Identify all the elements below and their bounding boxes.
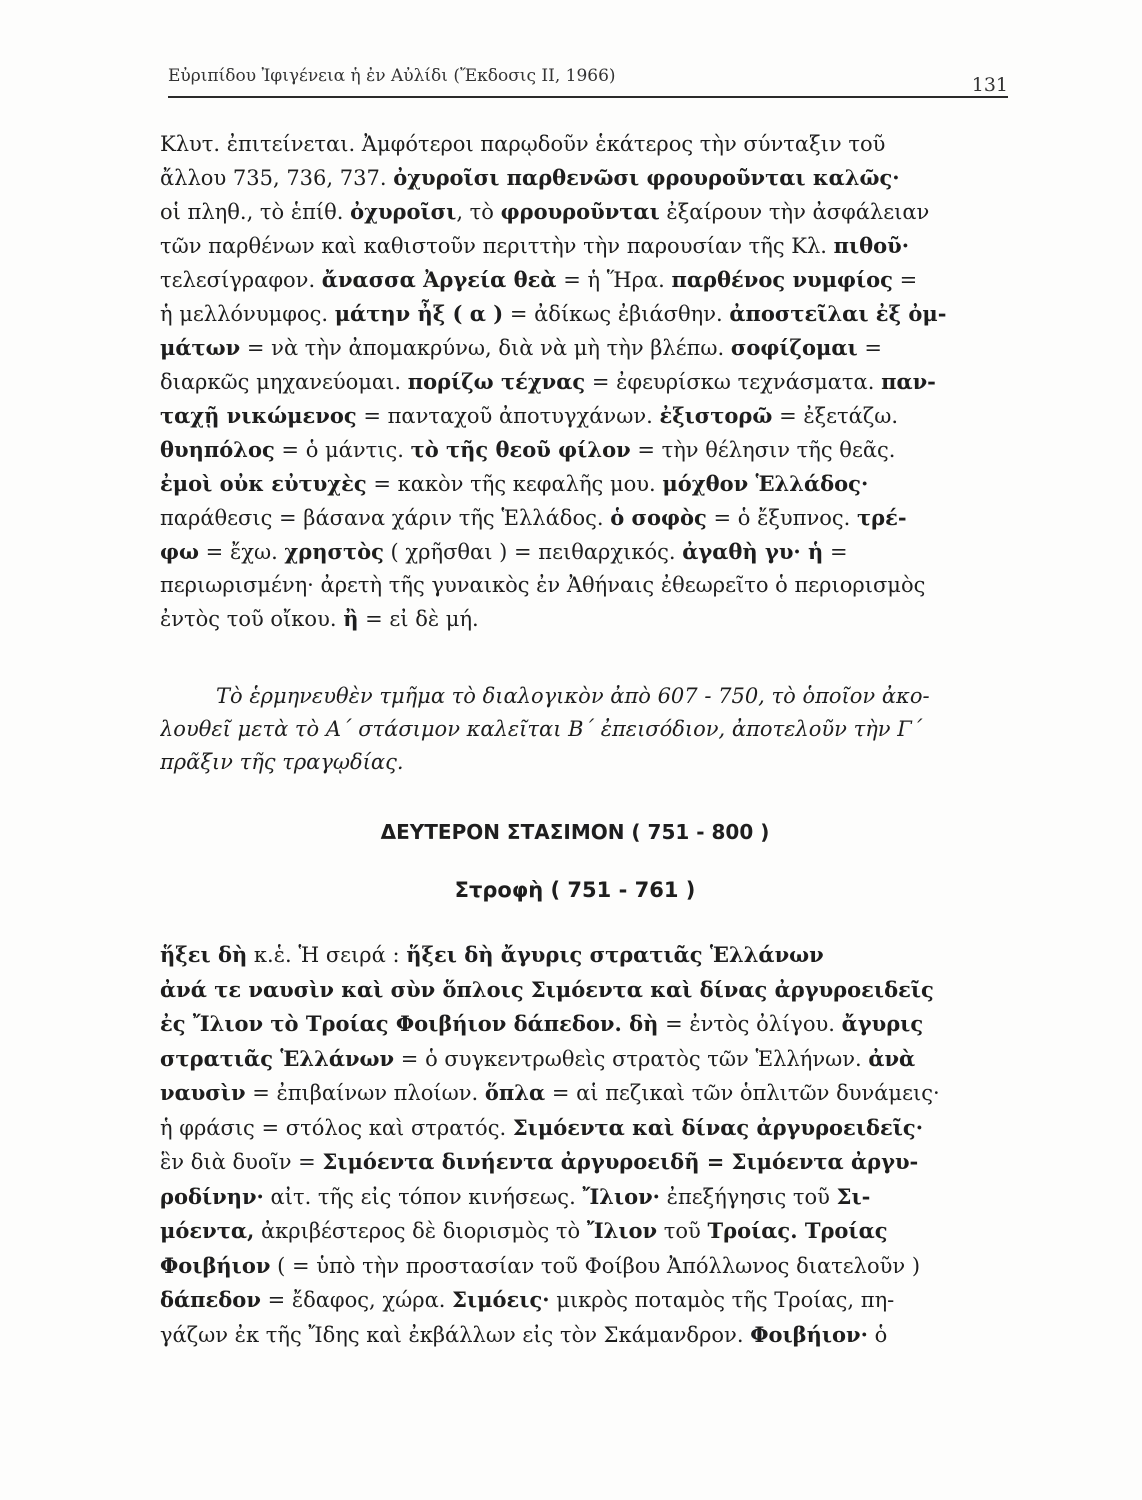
note-line	[160, 569, 990, 602]
lemma-term: Ἴλιον·	[582, 1183, 660, 1209]
stasimon-heading: ΔΕΥΤΕΡΟΝ ΣΤΑΣΙΜΟΝ ( 751 - 800 )	[380, 820, 770, 844]
gloss-text: διαρκῶς μηχανεύομαι.	[160, 370, 408, 394]
gloss-text: = εἰ δὲ μή.	[358, 607, 479, 631]
lemma-term: μάτην ἦξ ( α )	[334, 301, 504, 326]
gloss-text: ἡ φράσις = στόλος καὶ στρατός.	[160, 1115, 513, 1140]
gloss-text: ἀκριβέστερος δὲ διορισμὸς τὸ	[254, 1219, 587, 1243]
gloss-text: = τὴν θέλησιν τῆς θεᾶς.	[630, 438, 896, 462]
commentary-line	[160, 1180, 990, 1215]
gloss-text: τελεσίγραφον.	[160, 268, 322, 292]
lemma-term: χρηστὸς	[284, 539, 384, 564]
lemma-term: ὅπλα	[484, 1080, 546, 1105]
gloss-text: = ἔχω.	[199, 540, 285, 564]
gloss-text: =	[892, 268, 918, 292]
gloss-text: παράθεσις = βάσανα χάριν τῆς Ἑλλάδος.	[160, 506, 611, 530]
gloss-text: =	[857, 336, 882, 360]
running-title: Εὐριπίδου Ἰφιγένεια ἡ ἐν Αὐλίδι (Ἔκδοσις II, 1966)	[168, 66, 616, 86]
note-line	[160, 535, 990, 569]
gloss-text: = πανταχοῦ ἀποτυγχάνων.	[356, 404, 660, 428]
gloss-text: μικρὸς ποταμὸς τῆς Τροίας, πη-	[549, 1288, 895, 1312]
summary-line: πρᾶξιν τῆς τραγῳδίας.	[160, 750, 404, 774]
note-line	[160, 128, 990, 161]
note-line	[160, 195, 990, 229]
lemma-term: ὀχυροῖσι	[350, 199, 457, 224]
gloss-text: = ὁ μάντις.	[274, 438, 411, 462]
note-line	[160, 467, 990, 501]
gloss-text: ἐντὸς τοῦ οἴκου.	[160, 607, 344, 631]
lemma-term: μόχθον Ἑλλάδος·	[662, 471, 869, 496]
lemma-term: τὸ τῆς θεοῦ φίλον	[410, 437, 631, 462]
lemma-term: στρατιᾶς Ἑλλάνων	[160, 1045, 395, 1071]
lemma-term: θυηπόλος	[160, 437, 275, 462]
gloss-text: περιωρισμένη· ἀρετὴ τῆς γυναικὸς ἐν Ἀθήναις ἐθεωρεῖτο ὁ περιορισμὸς	[160, 573, 926, 597]
note-line	[160, 501, 990, 535]
commentary-line	[160, 1249, 990, 1284]
gloss-text: = κακὸν τῆς κεφαλῆς μου.	[366, 472, 663, 496]
commentary-line	[160, 1214, 990, 1249]
gloss-text: αἰτ. τῆς εἰς τόπον κινήσεως.	[263, 1184, 583, 1209]
strophe-heading: Στροφὴ ( 751 - 761 )	[454, 878, 696, 902]
lemma-term: ἀποστεῖλαι ἐξ ὀμ-	[729, 301, 947, 326]
lemma-term: σοφίζομαι	[730, 335, 858, 360]
gloss-text: = ἐφευρίσκω τεχνάσματα.	[585, 370, 882, 394]
lemma-term: παν-	[881, 369, 936, 394]
lemma-term: ἀνά τε ναυσὶν καὶ σὺν ὅπλοις Σιμόεντα καὶ δίνας ἀργυροειδεῖς	[160, 976, 934, 1002]
summary-line: Τὸ ἑρμηνευθὲν τμῆμα τὸ διαλογικὸν ἀπὸ 607 - 750, τὸ ὁποῖον ἀκο-	[216, 684, 930, 708]
lemma-term: ἄνασσα Ἀργεία θεὰ	[321, 267, 557, 292]
lemma-term: μόεντα,	[160, 1218, 255, 1243]
note-line	[160, 433, 990, 467]
gloss-text: = ἡ Ἥρα.	[556, 268, 672, 292]
gloss-text: = ὁ ἔξυπνος.	[706, 506, 858, 530]
glossary-notes	[160, 128, 990, 636]
strophe-commentary	[160, 938, 990, 1352]
gloss-text: κ.ἑ. Ἡ σειρά :	[247, 943, 407, 967]
commentary-line	[160, 1145, 990, 1180]
commentary-line	[160, 1318, 990, 1353]
note-line	[160, 399, 990, 433]
gloss-text: = ἔδαφος, χώρα.	[260, 1288, 453, 1312]
lemma-term: τρέ-	[857, 505, 907, 530]
page-number: 131	[971, 74, 1008, 96]
lemma-term: παρθένος νυμφίος	[671, 267, 893, 292]
lemma-term: ἢ	[343, 606, 359, 631]
lemma-term: Σιμόεντα δινήεντα ἀργυροειδῆ = Σιμόεντα ἀργυ-	[322, 1149, 919, 1174]
gloss-text: γάζων ἐκ τῆς Ἴδης καὶ ἐκβάλλων εἰς τὸν Σκάμανδρον.	[160, 1322, 751, 1347]
lemma-term: Σιμόεντα καὶ δίνας ἀργυροειδεῖς·	[512, 1114, 924, 1140]
note-line	[160, 263, 990, 297]
gloss-text: ἄλλου 735, 736, 737.	[160, 166, 394, 190]
gloss-text: =	[823, 540, 848, 564]
commentary-line	[160, 1007, 990, 1042]
commentary-line	[160, 1042, 990, 1077]
note-line	[160, 365, 990, 399]
commentary-line	[160, 1111, 990, 1146]
lemma-term: ροδίνην·	[160, 1183, 264, 1209]
gloss-text: τοῦ	[657, 1219, 708, 1243]
lemma-term: ὀχυροῖσι παρθενῶσι φρουροῦνται καλῶς·	[393, 165, 900, 190]
gloss-text: = αἱ πεζικαὶ τῶν ὁπλιτῶν δυνάμεις·	[545, 1081, 940, 1105]
commentary-line	[160, 938, 990, 973]
lemma-term: ναυσὶν	[160, 1080, 246, 1105]
lemma-term: ἀγαθὴ γυ· ἡ	[682, 539, 824, 564]
gloss-text: = ἀδίκως ἐβιάσθην.	[503, 302, 730, 326]
lemma-term: ἐξιστορῶ	[659, 403, 773, 428]
note-line	[160, 331, 990, 365]
gloss-text: = νὰ τὴν ἀπομακρύνω, διὰ νὰ μὴ τὴν βλέπω.	[240, 336, 731, 360]
gloss-text: = ἐξετάζω.	[772, 404, 899, 428]
note-line	[160, 161, 990, 195]
gloss-text: οἱ πληθ., τὸ ἑπίθ.	[160, 200, 351, 224]
lemma-term: Σι-	[836, 1183, 871, 1209]
lemma-term: ἥξει δὴ	[160, 942, 248, 967]
running-header	[168, 62, 1008, 98]
lemma-term: ταχῇ νικώμενος	[160, 403, 357, 428]
lemma-term: φρουροῦνται	[500, 199, 660, 224]
lemma-term: Σιμόεις·	[452, 1287, 550, 1312]
section-summary	[160, 680, 990, 779]
lemma-term: δάπεδον	[160, 1287, 261, 1312]
gloss-text: τῶν παρθένων καὶ καθιστοῦν περιττὴν τὴν παρουσίαν τῆς Κλ.	[160, 234, 834, 258]
lemma-term: Τροίας. Τροίας	[707, 1218, 888, 1243]
gloss-text: ἡ μελλόνυμφος.	[160, 302, 335, 326]
gloss-text: = ἐπιβαίνων πλοίων.	[245, 1081, 485, 1105]
lemma-term: ἐμοὶ οὐκ εὐτυχὲς	[160, 471, 367, 496]
gloss-text: , τὸ	[456, 200, 501, 224]
gloss-text: = ἐντὸς ὀλίγου.	[658, 1012, 842, 1036]
note-line	[160, 229, 990, 263]
gloss-text: ἐξαίρουν τὴν ἀσφάλειαν	[659, 200, 930, 224]
lemma-term: ἥξει δὴ ἄγυρις στρατιᾶς Ἑλλάνων	[406, 942, 824, 967]
note-line	[160, 602, 990, 636]
summary-line: λουθεῖ μετὰ τὸ Α΄ στάσιμον καλεῖται Β΄ ἐπεισόδιον, ἀποτελοῦν τὴν Γ΄	[160, 717, 923, 741]
gloss-text: ἓν διὰ δυοῖν =	[160, 1150, 323, 1174]
gloss-text: = ὁ συγκεντρωθεὶς στρατὸς τῶν Ἑλλήνων.	[394, 1046, 869, 1071]
gloss-text: ( = ὑπὸ τὴν προστασίαν τοῦ Φοίβου Ἀπόλλωνος διατελοῦν )	[270, 1253, 921, 1278]
gloss-text: ( χρῆσθαι ) = πειθαρχικός.	[383, 540, 683, 564]
gloss-text: ὁ	[867, 1322, 888, 1347]
lemma-term: Φοιβήιον·	[750, 1321, 868, 1347]
lemma-term: ὁ σοφὸς	[610, 505, 707, 530]
lemma-term: Ἴλιον	[586, 1218, 658, 1243]
note-line	[160, 297, 990, 331]
lemma-term: πιθοῦ·	[833, 233, 910, 258]
commentary-line	[160, 1283, 990, 1318]
lemma-term: ἀνὰ	[868, 1045, 916, 1071]
commentary-line	[160, 973, 990, 1008]
commentary-line	[160, 1076, 990, 1111]
lemma-term: φω	[160, 539, 199, 564]
gloss-text: Κλυτ. ἐπιτείνεται. Ἀμφότεροι παρῳδοῦν ἑκάτερος τὴν σύνταξιν τοῦ	[160, 132, 886, 156]
lemma-term: ἄγυρις	[841, 1011, 924, 1036]
gloss-text: ἐπεξήγησις τοῦ	[660, 1184, 837, 1209]
lemma-term: ἐς Ἴλιον τὸ Τροίας Φοιβήιον δάπεδον. δὴ	[160, 1011, 659, 1036]
lemma-term: μάτων	[160, 335, 241, 360]
lemma-term: πορίζω τέχνας	[407, 369, 586, 394]
lemma-term: Φοιβήιον	[160, 1252, 271, 1278]
